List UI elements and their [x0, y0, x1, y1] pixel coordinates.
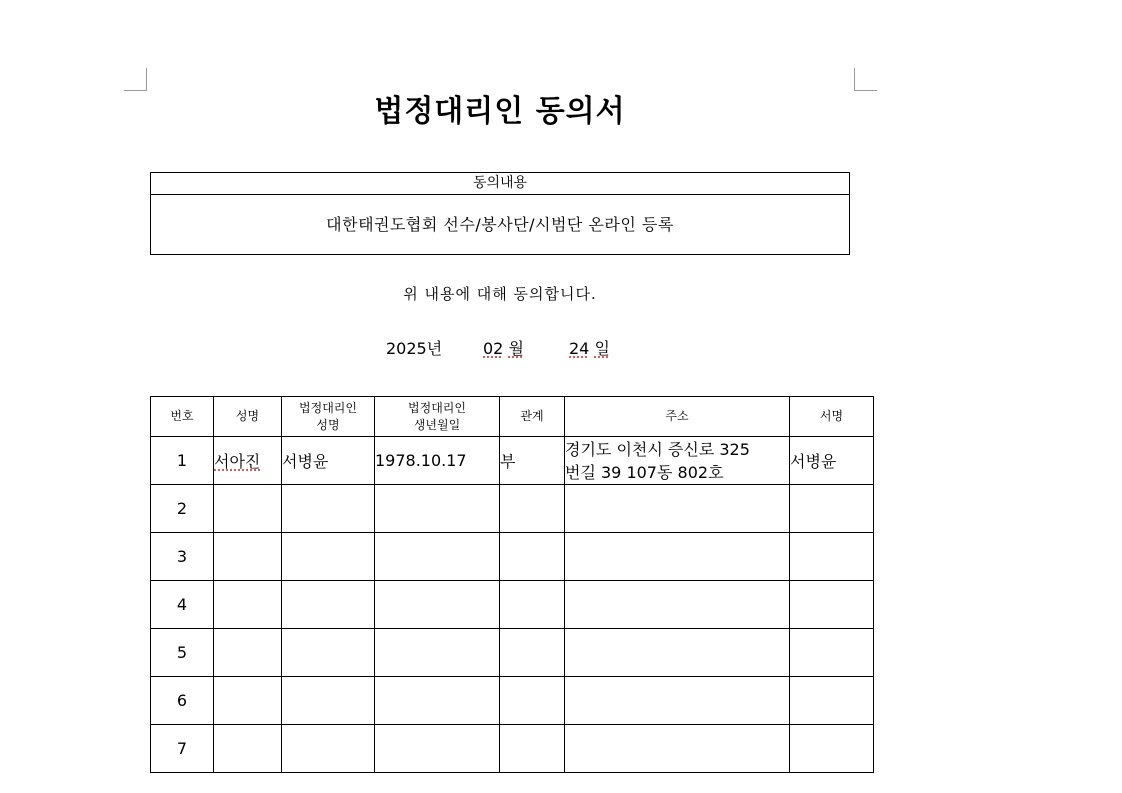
header-label: 성명 [235, 409, 260, 423]
guardian-table [150, 396, 874, 773]
guardian-name-cell[interactable] [282, 485, 375, 533]
row-number-cell: 2 [151, 485, 214, 533]
header-address [565, 397, 790, 437]
consent-box [150, 172, 850, 255]
date-day [569, 336, 610, 359]
address-cell[interactable] [565, 629, 790, 677]
row-number-cell: 7 [151, 725, 214, 773]
date-month-value: 02 [483, 339, 504, 358]
row-number-cell: 4 [151, 581, 214, 629]
header-guardian-birthdate [375, 397, 500, 437]
guardian-name-cell[interactable] [282, 677, 375, 725]
name-cell[interactable] [214, 437, 282, 485]
consent-header: 동의내용 [151, 173, 849, 195]
relation-cell[interactable] [500, 725, 565, 773]
guardian-name-cell[interactable] [282, 581, 375, 629]
relation-cell[interactable] [500, 485, 565, 533]
guardian-name-cell[interactable] [282, 629, 375, 677]
signature-cell[interactable] [790, 533, 874, 581]
name-cell[interactable] [214, 581, 282, 629]
table-row [151, 533, 874, 581]
relation-cell[interactable] [500, 677, 565, 725]
row-number-cell: 1 [151, 437, 214, 485]
table-row [151, 581, 874, 629]
table-row [151, 629, 874, 677]
birthdate-cell[interactable] [375, 533, 500, 581]
relation-cell[interactable] [500, 581, 565, 629]
address-cell[interactable] [565, 725, 790, 773]
name-cell[interactable] [214, 533, 282, 581]
birthdate-cell[interactable]: 1978.10.17 [375, 437, 500, 485]
name-cell[interactable] [214, 629, 282, 677]
header-signature [790, 397, 874, 437]
date-month-unit: 월 [508, 339, 524, 358]
row-number-cell: 5 [151, 629, 214, 677]
relation-cell[interactable]: 부 [500, 437, 565, 485]
header-relation [500, 397, 565, 437]
guardian-name-cell[interactable] [282, 533, 375, 581]
document-title: 법정대리인 동의서 [374, 94, 626, 129]
relation-cell[interactable] [500, 533, 565, 581]
birthdate-cell[interactable] [375, 677, 500, 725]
header-number [151, 397, 214, 437]
date-day-value: 24 [569, 339, 590, 358]
name-cell[interactable] [214, 677, 282, 725]
date-month [483, 336, 524, 359]
table-row [151, 485, 874, 533]
signature-cell[interactable] [790, 677, 874, 725]
name-cell[interactable] [214, 725, 282, 773]
signature-cell[interactable] [790, 581, 874, 629]
address-cell[interactable] [565, 581, 790, 629]
address-cell[interactable] [565, 677, 790, 725]
row-number-cell: 6 [151, 677, 214, 725]
table-row [151, 725, 874, 773]
signature-cell[interactable] [790, 629, 874, 677]
signature-cell[interactable]: 서병윤 [790, 437, 874, 485]
header-label: 서명 [819, 409, 844, 423]
birthdate-cell[interactable] [375, 485, 500, 533]
signature-cell[interactable] [790, 725, 874, 773]
address-line-1: 경기도 이천시 증신로 325 [565, 439, 750, 459]
birthdate-cell[interactable] [375, 581, 500, 629]
guardian-name-cell[interactable]: 서병윤 [282, 437, 375, 485]
header-label: 주소 [665, 409, 689, 423]
header-label: 번호 [170, 409, 194, 423]
signature-cell[interactable] [790, 485, 874, 533]
header-label: 관계 [520, 409, 544, 423]
date-day-unit: 일 [594, 339, 610, 358]
agreement-statement: 위 내용에 대해 동의합니다. [403, 285, 597, 303]
address-line-2: 번길 39 107동 802호 [565, 462, 724, 482]
table-header-row [151, 397, 874, 437]
header-guardian-name [282, 397, 375, 437]
name-cell[interactable] [214, 485, 282, 533]
relation-cell[interactable] [500, 629, 565, 677]
address-cell[interactable] [565, 533, 790, 581]
birthdate-cell[interactable] [375, 725, 500, 773]
name-value: 서아진 [214, 452, 261, 471]
birthdate-cell[interactable] [375, 629, 500, 677]
table-row [151, 437, 874, 485]
table-row [151, 677, 874, 725]
date-year: 2025년 [386, 339, 443, 358]
header-label: 법정대리인 생년월일 [408, 400, 466, 432]
consent-body: 대한태권도협회 선수/봉사단/시범단 온라인 등록 [326, 215, 674, 234]
header-label: 법정대리인 성명 [299, 400, 357, 432]
header-name [214, 397, 282, 437]
address-cell[interactable] [565, 437, 790, 485]
address-cell[interactable] [565, 485, 790, 533]
row-number-cell: 3 [151, 533, 214, 581]
guardian-name-cell[interactable] [282, 725, 375, 773]
